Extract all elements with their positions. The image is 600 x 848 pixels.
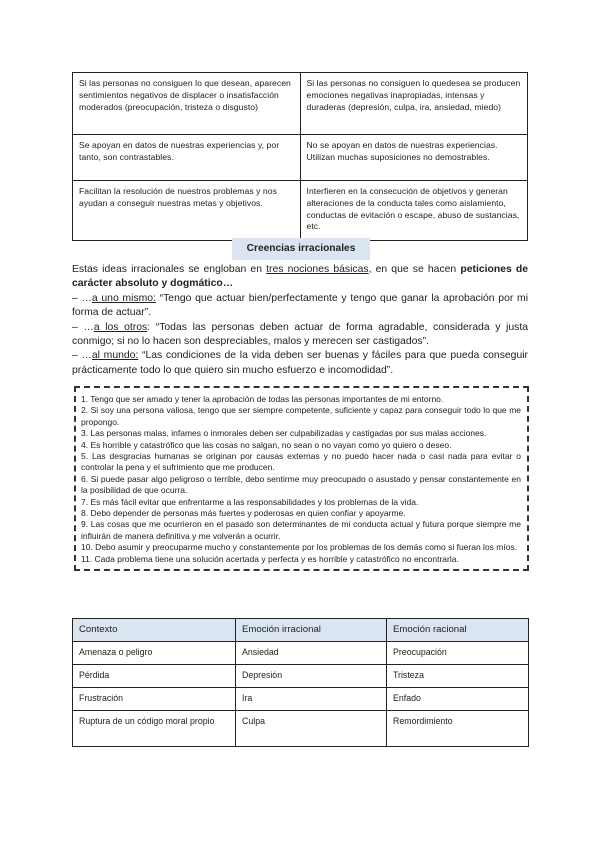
table-cell: Ansiedad bbox=[236, 642, 387, 665]
intro-text bbox=[72, 263, 528, 378]
intro-paragraph bbox=[72, 263, 528, 292]
irrational-cell: Interfieren en la consecución de objetivos y generan alteraciones de la conducta tales como aislamiento, conductas de evitación o escape, abuso de sustancias, etc. bbox=[300, 181, 528, 241]
irrational-cell: Si las personas no consiguen lo quedesea se producen emociones negativas inapropiadas, intensas y duraderas (depresión, culpa, ira, ansiedad, miedo) bbox=[300, 73, 528, 135]
table-cell: Amenaza o peligro bbox=[73, 642, 236, 665]
list-item: 7. Es más fácil evitar que enfrentarme a las responsabilidades y los problemas de la vida. bbox=[81, 496, 419, 507]
table-row bbox=[73, 181, 528, 241]
list-item: 1. Tengo que ser amado y tener la aprobación de todas las personas importantes de mi entorno. bbox=[81, 394, 444, 404]
intro-paragraph bbox=[72, 292, 528, 321]
list-item: 3. Las personas malas, infames o inmorales deben ser culpabilizadas y castigadas por sus malas acciones. bbox=[81, 428, 487, 439]
list-item: 10. Debo asumir y preocuparme mucho y constantemente por los problemas de los demás como si fueran los míos. bbox=[81, 542, 518, 553]
underlined-text: al mundo: bbox=[91, 350, 139, 362]
list-item: 8. Debo depender de personas más fuertes y poderosas en quien confiar y apoyarme. bbox=[81, 508, 406, 519]
table-cell: Ruptura de un código moral propio bbox=[73, 711, 236, 747]
underlined-text: tres nociones básicas bbox=[266, 264, 369, 275]
column-header: Contexto bbox=[73, 619, 236, 642]
table-row bbox=[73, 711, 529, 747]
column-header: Emoción irracional bbox=[236, 619, 387, 642]
emotion-table bbox=[72, 618, 529, 747]
text: – … bbox=[72, 321, 94, 333]
list-item: 11. Cada problema tiene una solución acertada y perfecta y es horrible y catastrófico no encontrarla. bbox=[81, 553, 459, 564]
list-item: 6. Si puede pasar algo peligroso o terrible, debo sentirme muy preocupado o asustado y pensar constantemente en la posibilidad de que ocurra. bbox=[81, 473, 521, 496]
table-cell: Depresión bbox=[236, 665, 387, 688]
table-header-row bbox=[73, 619, 529, 642]
intro-paragraph bbox=[72, 321, 528, 350]
text: “Tengo que actuar bien/perfectamente y tengo que ganar la aprobación por mi forma de actuar”. bbox=[72, 292, 528, 319]
irrational-cell: No se apoyan en datos de nuestras experiencias. Utilizan muchas suposiciones no demostrables. bbox=[300, 135, 528, 181]
text: : “Todas las personas deben actuar de forma agradable, considerada y justa conmigo; si no lo hacen son despreciables, malos y merecen ser castigados”. bbox=[72, 321, 529, 348]
list-item: 2. Si soy una persona valiosa, tengo que ser siempre competente, suficiente y capaz para conseguir todo lo que me propongo. bbox=[81, 405, 521, 427]
table-row bbox=[73, 135, 528, 181]
table-cell: Frustración bbox=[73, 688, 236, 711]
table-row bbox=[73, 642, 529, 665]
table-cell: Remordimiento bbox=[387, 711, 529, 747]
table-cell: Tristeza bbox=[387, 665, 529, 688]
table-cell: Enfado bbox=[387, 688, 529, 711]
table-cell: Ira bbox=[236, 688, 387, 711]
list-item: 4. Es horrible y catastrófico que las cosas no salgan, no sean o no vayan como yo quiero o deseo. bbox=[81, 439, 452, 450]
list-item: 5. Las desgracias humanas se originan por causas externas y no puedo hacer nada o casi nada para evitar o controlar la pena y el sufrimiento que me producen. bbox=[81, 451, 521, 473]
intro-paragraph bbox=[72, 349, 528, 378]
list-item: 9. Las cosas que me ocurrieron en el pasado son determinantes de mi conducta actual y futura porque siempre me influirán de manera definitiva y me volverán a ocurrir. bbox=[81, 519, 521, 541]
table-row bbox=[73, 665, 529, 688]
table-cell: Pérdida bbox=[73, 665, 236, 688]
rational-cell: Facilitan la resolución de nuestros problemas y nos ayudan a conseguir nuestras metas y objetivos. bbox=[73, 181, 301, 241]
text: – … bbox=[72, 292, 92, 304]
comparison-table bbox=[72, 72, 528, 241]
table-row bbox=[73, 73, 528, 135]
underlined-text: a los otros bbox=[93, 321, 148, 333]
table-cell: Preocupación bbox=[387, 642, 529, 665]
text: “Las condiciones de la vida deben ser buenas y fáciles para que pueda conseguir prácticamente todo lo que quiero sin mucho esfuerzo e incomodidad”. bbox=[72, 350, 529, 376]
column-header: Emoción racional bbox=[387, 619, 529, 642]
table-cell: Culpa bbox=[236, 711, 387, 747]
table-row bbox=[73, 688, 529, 711]
rational-cell: Si las personas no consiguen lo que desean, aparecen sentimientos negativos de displacer o insatisfacción moderados (preocupación, tristeza o disgusto) bbox=[73, 73, 301, 135]
text: , en que se hacen bbox=[368, 264, 461, 275]
bold-text: peticiones de carácter absoluto y dogmático… bbox=[72, 264, 529, 290]
irrational-beliefs-list bbox=[74, 386, 529, 571]
rational-cell: Se apoyan en datos de nuestras experiencias y, por tanto, son contrastables. bbox=[73, 135, 301, 181]
text: Estas ideas irracionales se engloban en bbox=[72, 264, 267, 275]
section-title: Creencias irracionales bbox=[232, 238, 370, 260]
text: – … bbox=[72, 350, 92, 362]
underlined-text: a uno mismo: bbox=[91, 292, 156, 304]
